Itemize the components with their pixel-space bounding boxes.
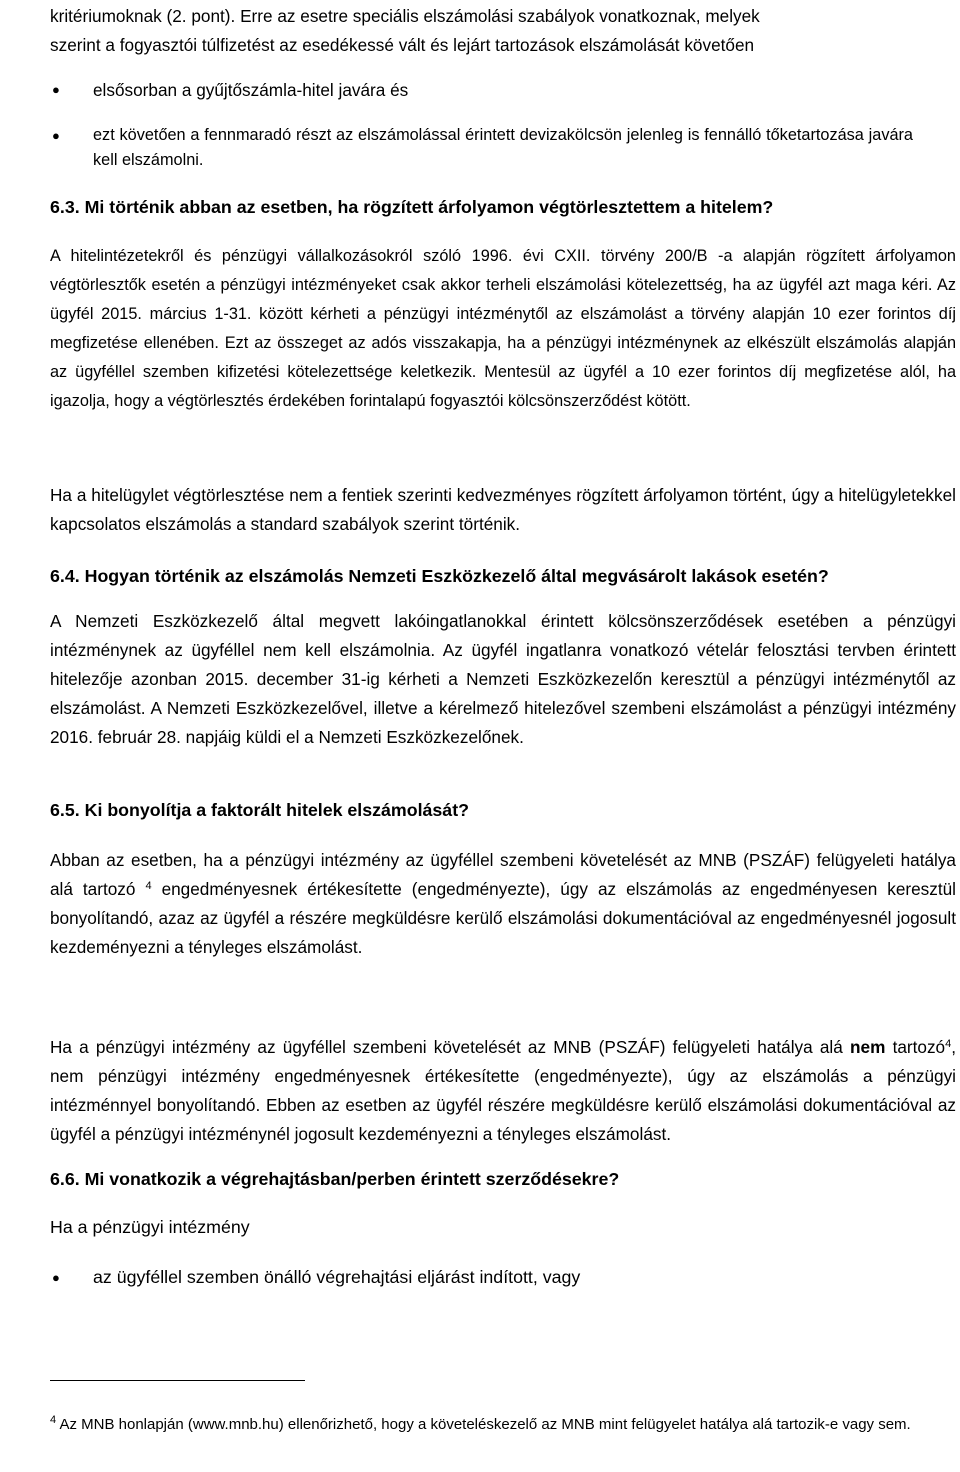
emphasis-text: nem	[850, 1037, 886, 1057]
section-heading-6-3: 6.3. Mi történik abban az esetben, ha rögzített árfolyamon végtörlesztettem a hitelem?	[50, 197, 774, 217]
section-6-6-paragraph-1: Ha a pénzügyi intézmény	[50, 1217, 250, 1237]
bullet-item: elsősorban a gyűjtőszámla-hitel javára és	[93, 80, 409, 100]
paragraph-text: Abban az esetben, ha a pénzügyi intézmény az ügyféllel szembeni követelését az MNB (PSZÁF) felügyeleti hatálya alá tartozó	[50, 850, 956, 899]
section-6-5-paragraph-1	[50, 846, 956, 962]
bullet-icon: ●	[52, 82, 60, 97]
footnote-number: 4	[50, 1414, 57, 1426]
footnote	[50, 1413, 956, 1437]
section-6-4-paragraph-1: A Nemzeti Eszközkezelő által megvett lakóingatlanokkal érintett kölcsönszerződések esetében a pénzügyi intézménynek az ügyféllel nem kell elszámolnia. Az ügyfél ingatlanra vonatkozó vételár felosztási tervben érintett hitelezője azonban 2015. december 31-ig kérheti a Nemzeti Eszközkezelőn keresztül a pénzügyi intézménytől az elszámolást. A Nemzeti Eszközkezelővel, illetve a kérelmező hitelezővel szembeni elszámolást a pénzügyi intézmény 2016. február 28. napjáig küldi el a Nemzeti Eszközkezelőnek.	[50, 611, 956, 747]
bullet-icon: ●	[52, 128, 60, 143]
bullet-item: ezt követően a fennmaradó részt az elszámolással érintett devizakölcsön jelenleg is fennálló tőketartozása javára kell elszámolni.	[93, 126, 913, 169]
section-heading-6-4: 6.4. Hogyan történik az elszámolás Nemzeti Eszközkezelő által megvásárolt lakások esetén?	[50, 566, 829, 586]
section-heading-6-5: 6.5. Ki bonyolítja a faktorált hitelek elszámolását?	[50, 800, 469, 820]
bullet-item: az ügyféllel szemben önálló végrehajtási eljárást indított, vagy	[93, 1267, 581, 1287]
footnote-reference: 4	[945, 1038, 952, 1050]
paragraph-text: tartozó	[892, 1037, 946, 1057]
footnote-text: Az MNB honlapján (www.mnb.hu) ellenőrizhető, hogy a követeléskezelő az MNB mint felügyelet hatálya alá tartozik-e vagy sem.	[59, 1416, 911, 1433]
paragraph-text: , nem pénzügyi intézmény engedményesnek értékesítette (engedményezte), úgy az elszámolás a pénzügyi intézménnyel bonyolítandó. Ebben az esetben az ügyfél részére megküldésre kerülő elszámolási dokumentációval az ügyfél a pénzügyi intézménynél jogosult kezdeményezni a tényleges elszámolást.	[50, 1037, 957, 1144]
footnote-reference: 4	[145, 880, 152, 892]
footnote-separator	[50, 1380, 305, 1381]
section-heading-6-6: 6.6. Mi vonatkozik a végrehajtásban/perben érintett szerződésekre?	[50, 1169, 620, 1189]
intro-line-1: kritériumoknak (2. pont). Erre az esetre speciális elszámolási szabályok vonatkoznak, melyek	[50, 6, 760, 26]
section-6-3-paragraph-1: A hitelintézetekről és pénzügyi vállalkozásokról szóló 1996. évi CXII. törvény 200/B -a alapján rögzített árfolyamon végtörlesztők esetén a pénzügyi intézményeket csak akkor terheli elszámolási kötelezettség, ha az ügyfél azt maga kéri. Az ügyfél 2015. március 1-31. között kérheti a pénzügyi intézménytől az elszámolást a törvény alapján 10 ezer forintos díj megfizetése ellenében. Ezt az összeget az adós visszakapja, ha a pénzügyi intézménynek az elkészült elszámolás alapján az ügyféllel szemben kifizetési kötelezettsége keletkezik. Mentesül az ügyfél a 10 ezer forintos díj megfizetése alól, ha igazolja, hogy a végtörlesztés érdekében forintalapú fogyasztói kölcsönszerződést kötött.	[50, 247, 956, 410]
bullet-icon: ●	[52, 1270, 60, 1285]
section-6-5-paragraph-2	[50, 1033, 956, 1149]
section-6-3-paragraph-2: Ha a hitelügylet végtörlesztése nem a fentiek szerinti kedvezményes rögzített árfolyamon történt, úgy a hitelügyletekkel kapcsolatos elszámolás a standard szabályok szerint történik.	[50, 485, 956, 534]
paragraph-text: Ha a pénzügyi intézmény az ügyféllel szembeni követelését az MNB (PSZÁF) felügyeleti hatálya alá	[50, 1037, 843, 1057]
paragraph-text: engedményesnek értékesítette (engedményezte), úgy az elszámolás az engedményesen keresztül bonyolítandó, azaz az ügyfél a részére megküldésre kerülő elszámolási dokumentációval az engedményesnél jogosult kezdeményezni a tényleges elszámolást.	[50, 879, 957, 957]
intro-line-2: szerint a fogyasztói túlfizetést az esedékessé vált és lejárt tartozások elszámolását követően	[50, 35, 755, 55]
